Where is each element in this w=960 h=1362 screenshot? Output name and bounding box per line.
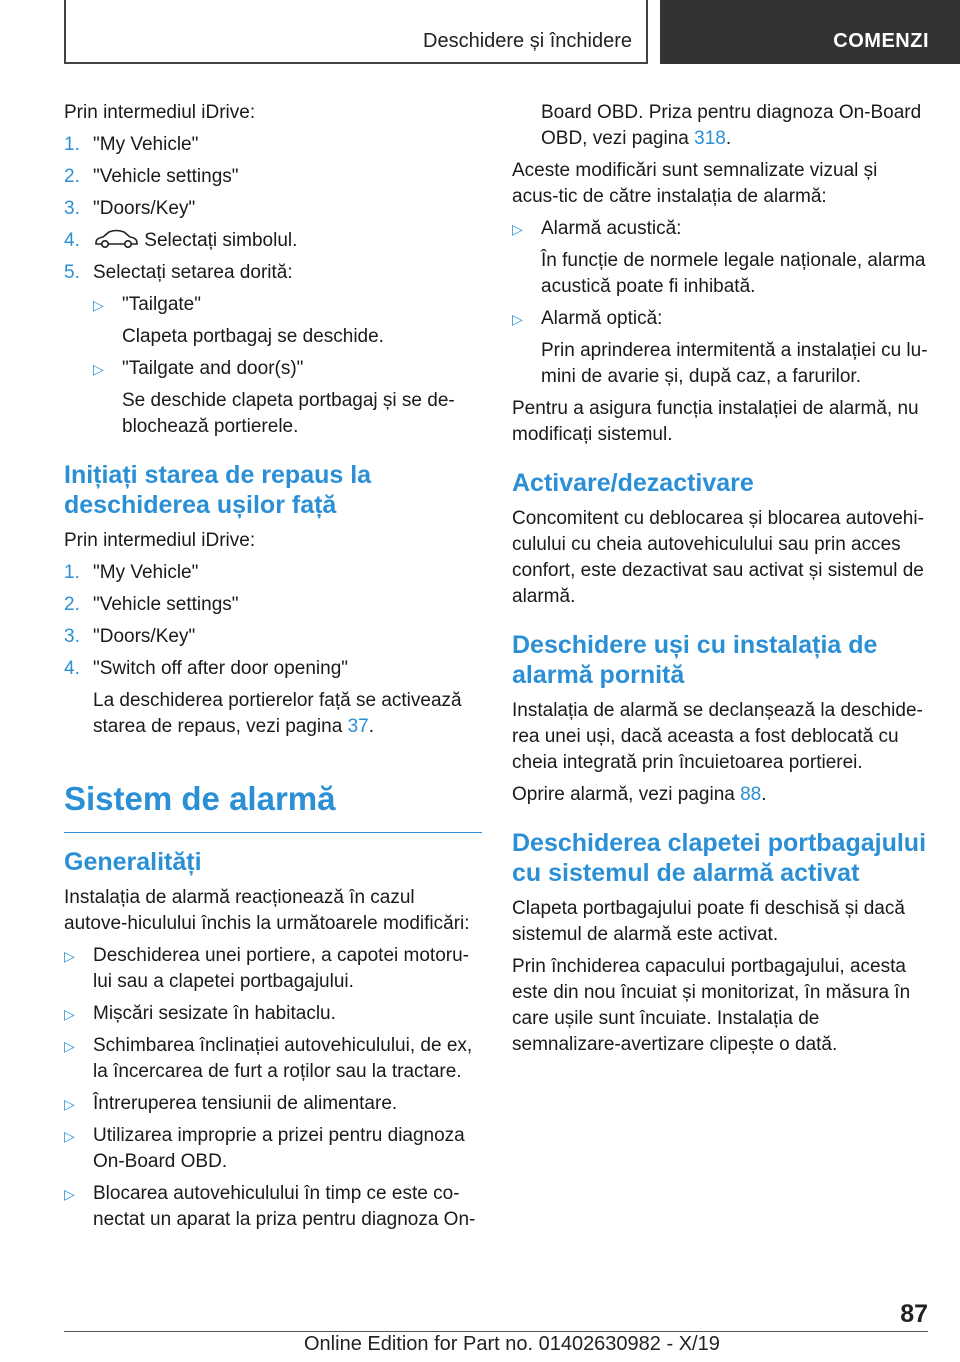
option-tailgate-desc: Clapeta portbagaj se deschide. bbox=[122, 326, 384, 347]
list-item: ▷ Alarmă optică: bbox=[512, 306, 928, 332]
optical-alarm-desc: Prin aprinderea intermitentă a instalației cu lu-mini de avarie și, după caz, a farurilor. bbox=[541, 340, 928, 387]
page-link-318[interactable]: 318 bbox=[694, 128, 726, 149]
list-item: 2. "Vehicle settings" bbox=[64, 166, 239, 187]
footer-divider bbox=[64, 1331, 928, 1332]
obd-continuation: Board OBD. Priza pentru diagnoza On-Board OBD, vezi pagina 318. bbox=[541, 102, 922, 149]
tailgate-desc-2: Prin închiderea capacului portbagajului, acesta este din nou încuiat și monitorizat, în măsura în care ușile sunt încuiate. Instalația de semnalizare-avertizare clipește o dată. bbox=[512, 956, 911, 1055]
list-item: 5. Selectați setarea dorită: bbox=[64, 262, 293, 283]
general-intro: Instalația de alarmă reacționează în cazul autove-hiculului închis la următoarele modificări: bbox=[64, 887, 470, 934]
page-link-37[interactable]: 37 bbox=[347, 716, 369, 737]
open-doors-desc: Instalația de alarmă se declanșează la deschide-rea unei uși, dacă aceasta a fost deblocată cu cheia integrată prin încuietoarea portierei. bbox=[512, 700, 923, 773]
list-item: 4. "Switch off after door opening" bbox=[64, 658, 349, 679]
option-tailgate: ▷ "Tailgate" bbox=[93, 292, 482, 318]
tailgate-desc-1: Clapeta portbagajului poate fi deschisă și dacă sistemul de alarmă este activat. bbox=[512, 898, 905, 945]
list-item: ▷ Mișcări sesizate în habitaclu. bbox=[64, 1001, 482, 1027]
list-item: 3. "Doors/Key" bbox=[64, 626, 196, 647]
heading-sleep-mode: Inițiați starea de repaus la deschiderea ușilor față bbox=[64, 461, 372, 519]
idrive-intro: Prin intermediul iDrive: bbox=[64, 102, 256, 123]
page-header bbox=[64, 0, 960, 66]
option-tailgate-doors: ▷ "Tailgate and door(s)" bbox=[93, 356, 482, 382]
list-item: ▷ Deschiderea unei portiere, a capotei motoru-lui sau a clapetei portbagajului. bbox=[64, 943, 482, 995]
system-note: Pentru a asigura funcția instalației de alarmă, nu modificați sistemul. bbox=[512, 398, 919, 445]
heading-tailgate-alarm: Deschiderea clapetei portbagajului cu sistemul de alarmă activat bbox=[512, 829, 927, 887]
heading-activation: Activare/dezactivare bbox=[512, 469, 754, 497]
triangle-bullet-icon: ▷ bbox=[64, 1038, 75, 1054]
heading-open-doors-alarm: Deschidere uși cu instalația de alarmă pornită bbox=[512, 631, 878, 689]
list-item: 2. "Vehicle settings" bbox=[64, 594, 239, 615]
header-title-box bbox=[64, 0, 648, 64]
triangle-bullet-icon: ▷ bbox=[64, 1186, 75, 1202]
triangle-bullet-icon: ▷ bbox=[93, 297, 104, 313]
heading-alarm-system: Sistem de alarmă bbox=[64, 780, 336, 817]
list-item: 4. Selectați simbolul. bbox=[64, 230, 298, 251]
idrive-intro-2: Prin intermediul iDrive: bbox=[64, 530, 256, 551]
car-icon bbox=[93, 228, 139, 250]
sleep-mode-desc: La deschiderea portierelor față se activează starea de repaus, vezi pagina 37. bbox=[93, 690, 462, 737]
triangle-bullet-icon: ▷ bbox=[64, 1096, 75, 1112]
list-item: 1. "My Vehicle" bbox=[64, 562, 199, 583]
page-footer bbox=[64, 1300, 928, 1362]
header-title: Deschidere și închidere bbox=[423, 30, 632, 52]
activation-desc: Concomitent cu deblocarea și blocarea autovehi-culului cu cheia autovehiculului sau prin acces confort, este dezactivat sau activat și sistemul de alarmă. bbox=[512, 508, 924, 607]
triangle-bullet-icon: ▷ bbox=[64, 1128, 75, 1144]
header-section-tab bbox=[660, 0, 960, 64]
list-item: ▷ Schimbarea înclinației autovehiculului, de ex, la încercarea de furt a roților sau la tractare. bbox=[64, 1033, 482, 1085]
list-item: ▷ Întreruperea tensiunii de alimentare. bbox=[64, 1091, 482, 1117]
triangle-bullet-icon: ▷ bbox=[512, 311, 523, 327]
page-number: 87 bbox=[900, 1300, 928, 1328]
signal-intro: Aceste modificări sunt semnalizate vizual și acus-tic de către instalația de alarmă: bbox=[512, 160, 878, 207]
list-item: ▷ Utilizarea improprie a prizei pentru diagnoza On-Board OBD. bbox=[64, 1123, 482, 1175]
left-column bbox=[64, 100, 482, 1239]
option-tailgate-doors-desc: Se deschide clapeta portbagaj și se de-blochează portierele. bbox=[122, 390, 455, 437]
heading-general: Generalități bbox=[64, 848, 202, 876]
stop-alarm-ref: Oprire alarmă, vezi pagina 88. bbox=[512, 784, 767, 805]
list-item: ▷ Blocarea autovehiculului în timp ce este co-nectat un aparat la priza pentru diagnoza On- bbox=[64, 1181, 482, 1233]
triangle-bullet-icon: ▷ bbox=[64, 1006, 75, 1022]
triangle-bullet-icon: ▷ bbox=[93, 361, 104, 377]
section-divider bbox=[64, 832, 482, 833]
triangle-bullet-icon: ▷ bbox=[64, 948, 75, 964]
page-link-88[interactable]: 88 bbox=[740, 784, 762, 805]
list-item: 1. "My Vehicle" bbox=[64, 134, 199, 155]
list-item: 3. "Doors/Key" bbox=[64, 198, 196, 219]
right-column bbox=[512, 100, 928, 1064]
acoustic-alarm-desc: În funcție de normele legale naționale, alarma acustică poate fi inhibată. bbox=[541, 250, 926, 297]
list-item: ▷ Alarmă acustică: bbox=[512, 216, 928, 242]
header-section-label: COMENZI bbox=[833, 30, 929, 52]
edition-note: Online Edition for Part no. 01402630982 - X/19 bbox=[304, 1333, 720, 1355]
triangle-bullet-icon: ▷ bbox=[512, 221, 523, 237]
